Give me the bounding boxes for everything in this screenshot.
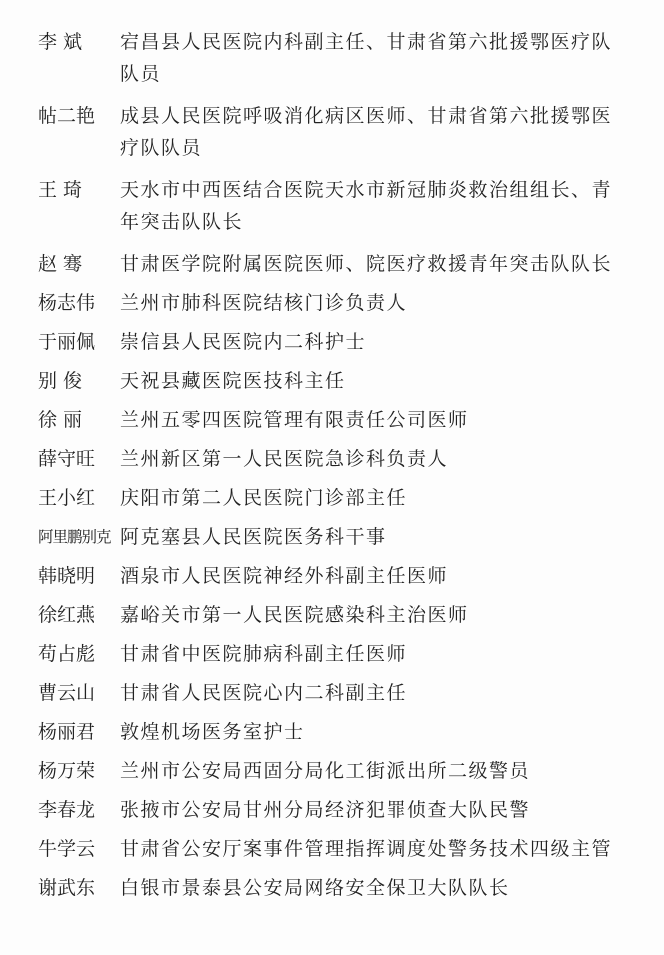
person-description: 崇信县人民医院内二科护士 [120, 331, 367, 353]
person-name: 杨丽君 [38, 721, 96, 743]
person-name: 韩晓明 [38, 565, 96, 587]
person-name: 于丽佩 [38, 331, 96, 353]
person-name: 谢武东 [38, 877, 96, 899]
person-name: 苟占彪 [38, 643, 96, 665]
person-name: 徐 丽 [38, 409, 83, 431]
list-item [0, 26, 664, 90]
list-item [0, 599, 664, 631]
honoree-list [0, 26, 664, 911]
person-description: 阿克塞县人民医院医务科干事 [120, 526, 387, 548]
person-description: 甘肃省公安厅案事件管理指挥调度处警务技术四级主管 [120, 838, 613, 860]
list-item [0, 443, 664, 475]
person-description: 张掖市公安局甘州分局经济犯罪侦查大队民警 [120, 799, 531, 821]
person-name: 薛守旺 [38, 448, 96, 470]
list-item [0, 872, 664, 904]
person-name: 徐红燕 [38, 604, 96, 626]
person-description: 敦煌机场医务室护士 [120, 721, 305, 743]
person-name: 牛学云 [38, 838, 96, 860]
person-description: 庆阳市第二人民医院门诊部主任 [120, 487, 408, 509]
person-description: 酒泉市人民医院神经外科副主任医师 [120, 565, 449, 587]
list-item [0, 326, 664, 358]
person-description: 宕昌县人民医院内科副主任、甘肃省第六批援鄂医疗队队员 [120, 31, 613, 85]
list-item [0, 755, 664, 787]
list-item [0, 677, 664, 709]
list-item [0, 560, 664, 592]
list-item [0, 287, 664, 319]
list-item [0, 521, 664, 553]
person-name: 赵 骞 [38, 253, 83, 275]
list-item [0, 833, 664, 865]
person-name: 杨万荣 [38, 760, 96, 782]
list-item [0, 404, 664, 436]
person-description: 兰州市公安局西固分局化工街派出所二级警员 [120, 760, 531, 782]
person-description: 兰州五零四医院管理有限责任公司医师 [120, 409, 469, 431]
person-name: 杨志伟 [38, 292, 96, 314]
list-item [0, 716, 664, 748]
person-description: 甘肃省中医院肺病科副主任医师 [120, 643, 408, 665]
list-item [0, 365, 664, 397]
list-item [0, 100, 664, 164]
person-description: 成县人民医院呼吸消化病区医师、甘肃省第六批援鄂医疗队队员 [120, 105, 613, 159]
person-name: 帖二艳 [38, 105, 96, 127]
person-description: 白银市景泰县公安局网络安全保卫大队队长 [120, 877, 510, 899]
list-item [0, 482, 664, 514]
person-name: 王 琦 [38, 179, 83, 201]
person-description: 甘肃医学院附属医院医师、院医疗救援青年突击队队长 [120, 253, 613, 275]
person-description: 甘肃省人民医院心内二科副主任 [120, 682, 408, 704]
list-item [0, 638, 664, 670]
person-description: 天祝县藏医院医技科主任 [120, 370, 346, 392]
person-name: 阿里鹏别克 [38, 528, 111, 546]
person-description: 兰州新区第一人民医院急诊科负责人 [120, 448, 449, 470]
person-name: 李 斌 [38, 31, 83, 53]
person-name: 王小红 [38, 487, 96, 509]
person-description: 天水市中西医结合医院天水市新冠肺炎救治组组长、青年突击队队长 [120, 179, 613, 233]
person-description: 兰州市肺科医院结核门诊负责人 [120, 292, 408, 314]
person-name: 曹云山 [38, 682, 96, 704]
list-item [0, 174, 664, 238]
list-item [0, 248, 664, 280]
person-name: 别 俊 [38, 370, 83, 392]
list-item [0, 794, 664, 826]
person-description: 嘉峪关市第一人民医院感染科主治医师 [120, 604, 469, 626]
person-name: 李春龙 [38, 799, 96, 821]
